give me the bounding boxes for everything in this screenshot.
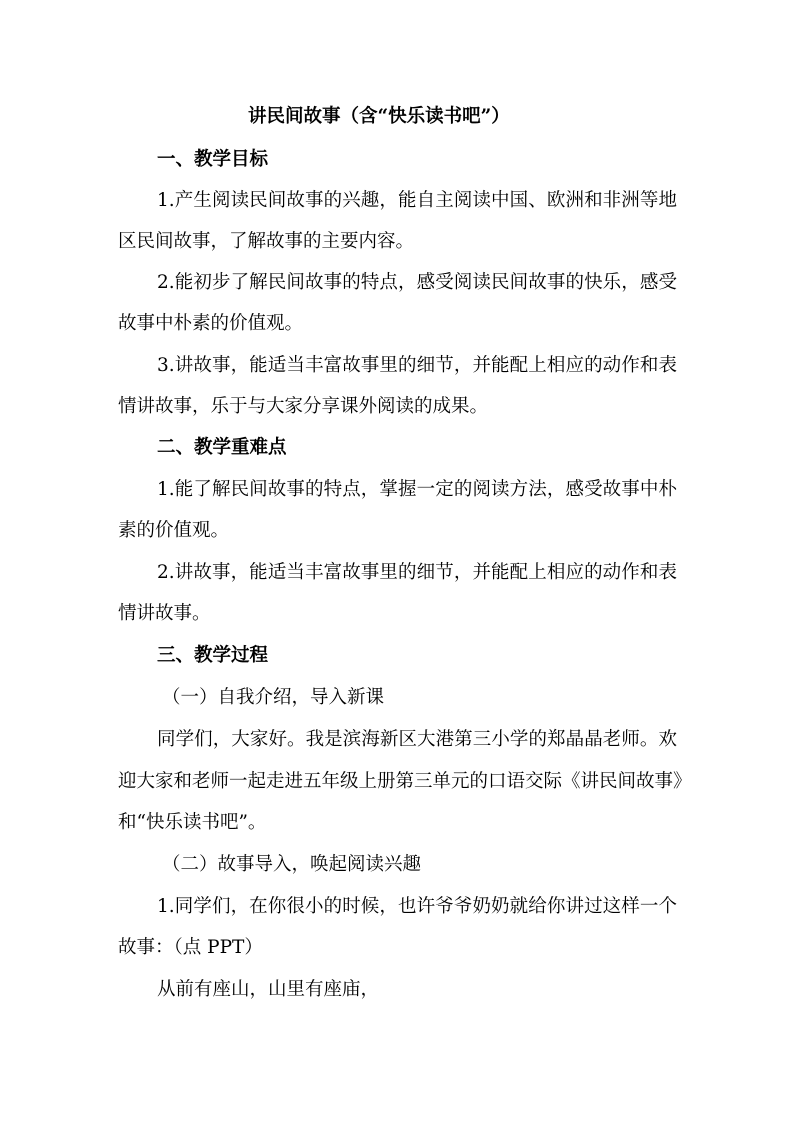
document-title: 讲民间故事（含“快乐读书吧”） [248, 106, 510, 127]
objective-3-line-2: 情讲故事，乐于与大家分享课外阅读的成果。 [118, 396, 489, 417]
keypoint-2-line-1: 2.讲故事，能适当丰富故事里的细节，并能配上相应的动作和表 [157, 562, 677, 583]
process-subheading-1: （一）自我介绍，导入新课 [162, 687, 385, 708]
objective-3-line-1: 3.讲故事，能适当丰富故事里的细节，并能配上相应的动作和表 [157, 355, 677, 376]
story-intro-line-2: 故事：（点 PPT） [118, 937, 263, 958]
keypoint-1-line-2: 素的价值观。 [118, 520, 230, 541]
process-subheading-2: （二）故事导入，唤起阅读兴趣 [162, 854, 422, 875]
story-intro-line-1: 1.同学们，在你很小的时候，也许爷爷奶奶就给你讲过这样一个 [157, 896, 677, 917]
section-heading-objectives: 一、教学目标 [157, 149, 269, 170]
intro-paragraph-line-2: 迎大家和老师一起走进五年级上册第三单元的口语交际《讲民间故事》 [118, 771, 692, 792]
objective-2-line-1: 2.能初步了解民间故事的特点，感受阅读民间故事的快乐，感受 [157, 272, 677, 293]
section-heading-key-points: 二、教学重难点 [157, 437, 287, 458]
keypoint-1-line-1: 1.能了解民间故事的特点，掌握一定的阅读方法，感受故事中朴 [157, 479, 677, 500]
section-heading-process: 三、教学过程 [157, 645, 269, 666]
objective-2-line-2: 故事中朴素的价值观。 [118, 313, 304, 334]
story-text-line: 从前有座山，山里有座庙， [157, 979, 380, 1000]
intro-paragraph-line-3: 和“快乐读书吧”。 [118, 812, 267, 833]
keypoint-2-line-2: 情讲故事。 [118, 603, 211, 624]
objective-1-line-1: 1.产生阅读民间故事的兴趣，能自主阅读中国、欧洲和非洲等地 [157, 190, 677, 211]
objective-1-line-2: 区民间故事，了解故事的主要内容。 [118, 231, 415, 252]
intro-paragraph-line-1: 同学们，大家好。我是滨海新区大港第三小学的郑晶晶老师。欢 [157, 729, 677, 750]
